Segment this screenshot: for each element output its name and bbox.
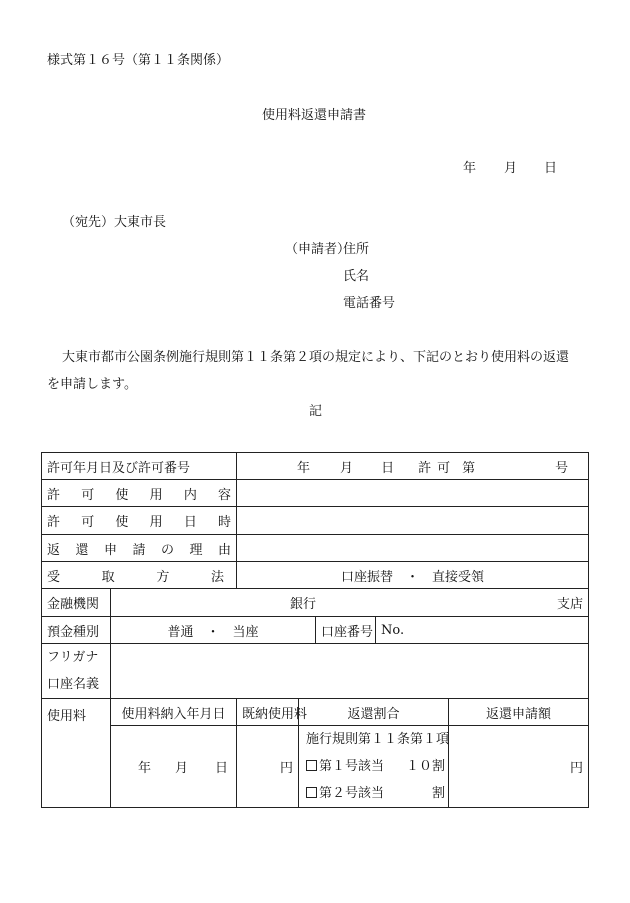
- account-number-field[interactable]: [376, 617, 589, 644]
- fee-paid-date-header: 使用料納入年月日: [111, 699, 237, 726]
- receive-method-label: 受取方法: [42, 562, 237, 589]
- ratio-option-2-value: 割: [432, 786, 446, 801]
- fee-label: 使用料: [42, 699, 111, 808]
- bank-label: 金融機関: [42, 589, 111, 617]
- ratio-option-2-label: 第２号該当: [319, 786, 385, 801]
- permit-date-field[interactable]: [237, 453, 589, 480]
- yen-label-refund: 円: [570, 761, 584, 776]
- date-day-label: 日: [544, 161, 558, 176]
- refund-ratio-field[interactable]: [299, 726, 449, 808]
- already-paid-header: 既納使用料: [237, 699, 299, 726]
- usage-content-label: 許可使用内容: [42, 480, 237, 507]
- form-number: 様式第１６号（第１１条関係）: [47, 53, 230, 68]
- refund-amount-header: 返還申請額: [449, 699, 589, 726]
- account-name-label: 口座名義: [47, 677, 100, 692]
- account-name-field[interactable]: [111, 644, 589, 699]
- permit-dai-label: 第: [462, 460, 476, 476]
- refund-amount-field[interactable]: [449, 726, 589, 808]
- body-text-line1: 大東市都市公園条例施行規則第１１条第２項の規定により、下記のとおり使用料の返還: [62, 350, 570, 365]
- ratio-rule-line: 施行規則第１１条第１項: [306, 732, 450, 747]
- fee-paid-date-field[interactable]: [111, 726, 237, 808]
- usage-content-field[interactable]: [237, 480, 589, 507]
- already-paid-field[interactable]: [237, 726, 299, 808]
- paid-day-label: 日: [215, 761, 229, 776]
- permit-kyoka-label: 許可: [418, 460, 457, 476]
- receive-method-options[interactable]: 口座振替 ・ 直接受領: [237, 562, 589, 589]
- account-number-label: 口座番号: [316, 617, 376, 644]
- bank-shiten-label: 支店: [557, 597, 584, 612]
- refund-reason-label: 返還申請の理由: [42, 535, 237, 562]
- bank-field[interactable]: [111, 589, 589, 617]
- account-number-prefix: No.: [381, 622, 405, 638]
- permit-go-label: 号: [555, 460, 569, 476]
- ratio-option-1[interactable]: [306, 753, 446, 780]
- ratio-option-1-value: １０割: [406, 759, 446, 774]
- deposit-type-label: 預金種別: [42, 617, 111, 644]
- yen-label-paid: 円: [280, 761, 294, 776]
- permit-year-label: 年: [297, 460, 311, 476]
- address-label: 住所: [343, 242, 370, 257]
- permit-date-label: 許可年月日及び許可番号: [42, 453, 237, 480]
- usage-datetime-field[interactable]: [237, 507, 589, 535]
- checkbox-icon[interactable]: [306, 760, 317, 771]
- permit-month-label: 月: [340, 460, 354, 476]
- ki-heading: 記: [309, 404, 323, 419]
- paid-month-label: 月: [175, 761, 189, 776]
- addressee: （宛先）大東市長: [62, 215, 167, 230]
- permit-day-label: 日: [381, 460, 395, 476]
- application-form-table: [41, 452, 589, 808]
- date-month-label: 月: [504, 161, 518, 176]
- ratio-option-1-label: 第１号該当: [319, 759, 385, 774]
- body-text-line2: を申請します。: [47, 377, 137, 392]
- bank-ginko-label: 銀行: [290, 597, 317, 612]
- document-title: 使用料返還申請書: [262, 108, 367, 123]
- ratio-option-2[interactable]: [306, 780, 446, 807]
- applicant-label: （申請者）: [285, 242, 351, 257]
- deposit-type-options[interactable]: 普通 ・ 当座: [111, 617, 316, 644]
- checkbox-icon[interactable]: [306, 787, 317, 798]
- phone-label: 電話番号: [343, 296, 396, 311]
- date-year-label: 年: [463, 161, 477, 176]
- paid-year-label: 年: [138, 761, 152, 776]
- account-name-labels: [42, 644, 111, 699]
- refund-ratio-header: 返還割合: [299, 699, 449, 726]
- name-label: 氏名: [343, 269, 370, 284]
- refund-reason-field[interactable]: [237, 535, 589, 562]
- furigana-label: フリガナ: [47, 650, 99, 665]
- usage-datetime-label: 許可使用日時: [42, 507, 237, 535]
